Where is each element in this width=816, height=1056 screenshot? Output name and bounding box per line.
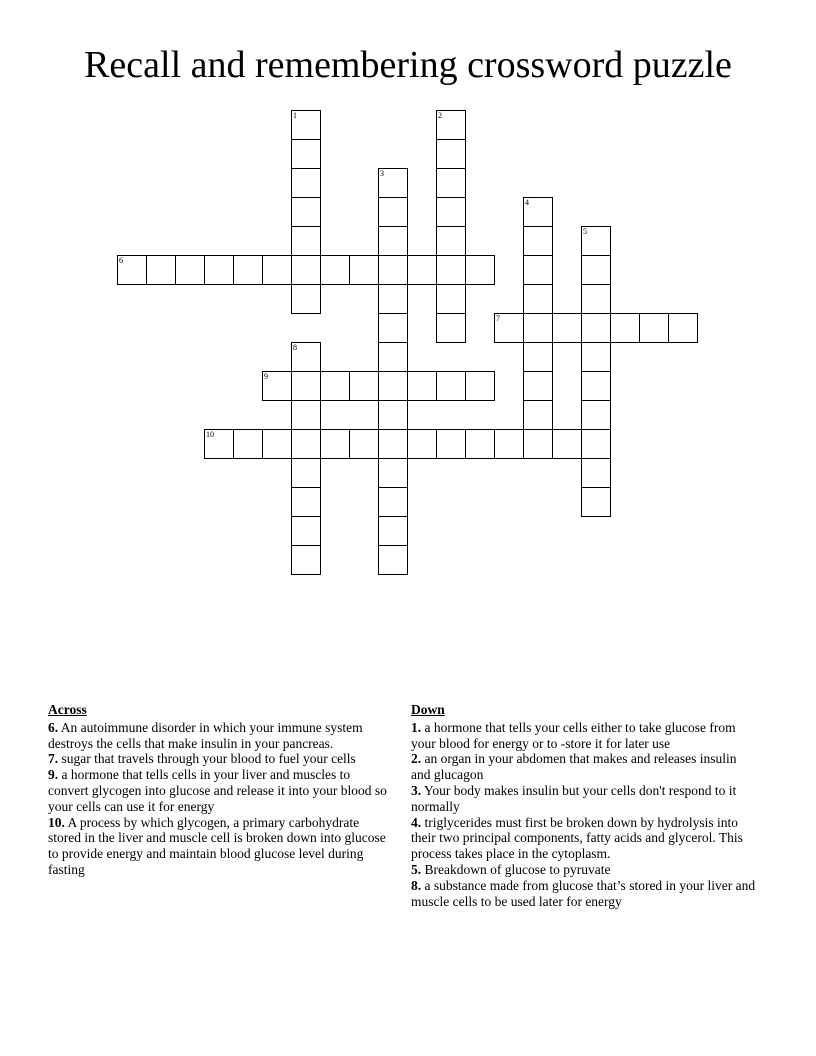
- grid-cell[interactable]: [581, 342, 611, 372]
- clue-number: 6.: [48, 719, 59, 735]
- cell-number: 6: [119, 256, 123, 265]
- cell-number: 3: [380, 169, 384, 178]
- clue-number: 7.: [48, 751, 59, 767]
- grid-cell[interactable]: [523, 371, 553, 401]
- grid-cell[interactable]: [291, 371, 321, 401]
- grid-cell[interactable]: [436, 197, 466, 227]
- grid-cell[interactable]: [349, 255, 379, 285]
- clue-text: triglycerides must first be broken down by hydrolysis into their two principal components, fatty acids and glycerol. This process takes place in the cytoplasm.: [411, 814, 743, 862]
- grid-cell[interactable]: [378, 255, 408, 285]
- grid-cell[interactable]: [581, 371, 611, 401]
- clue-text: a hormone that tells your cells either to take glucose from your blood for energy or to -store it for later use: [411, 719, 736, 751]
- grid-cell[interactable]: [204, 429, 234, 459]
- grid-cell[interactable]: [291, 429, 321, 459]
- grid-cell[interactable]: [610, 313, 640, 343]
- grid-cell[interactable]: [291, 284, 321, 314]
- grid-cell[interactable]: [378, 197, 408, 227]
- grid-cell[interactable]: [407, 429, 437, 459]
- grid-cell[interactable]: [291, 139, 321, 169]
- grid-cell[interactable]: [291, 255, 321, 285]
- grid-cell[interactable]: [407, 371, 437, 401]
- grid-cell[interactable]: [581, 429, 611, 459]
- clue-number: 9.: [48, 767, 59, 783]
- grid-cell[interactable]: [436, 284, 466, 314]
- grid-cell[interactable]: [378, 226, 408, 256]
- grid-cell[interactable]: [291, 487, 321, 517]
- cell-number: 1: [293, 111, 297, 120]
- grid-cell[interactable]: [581, 313, 611, 343]
- grid-cell[interactable]: [349, 429, 379, 459]
- cell-number: 9: [264, 372, 268, 381]
- grid-cell[interactable]: [523, 400, 553, 430]
- grid-cell[interactable]: [436, 313, 466, 343]
- grid-cell[interactable]: [436, 255, 466, 285]
- grid-cell[interactable]: [146, 255, 176, 285]
- clue-text: An autoimmune disorder in which your immune system destroys the cells that make insulin in your pancreas.: [48, 719, 363, 751]
- grid-cell[interactable]: [349, 371, 379, 401]
- grid-cell[interactable]: [291, 342, 321, 372]
- cell-number: 7: [496, 314, 500, 323]
- grid-cell[interactable]: [581, 255, 611, 285]
- grid-cell[interactable]: [523, 197, 553, 227]
- grid-cell[interactable]: [581, 226, 611, 256]
- grid-cell[interactable]: [581, 458, 611, 488]
- grid-cell[interactable]: [436, 110, 466, 140]
- grid-cell[interactable]: [291, 197, 321, 227]
- clue-text: Your body makes insulin but your cells don't respond to it normally: [411, 782, 737, 814]
- grid-cell[interactable]: [378, 284, 408, 314]
- grid-cell[interactable]: [378, 545, 408, 575]
- grid-cell[interactable]: [581, 400, 611, 430]
- clue-text: a hormone that tells cells in your liver and muscles to convert glycogen into glucose and release it into your blood so your cells can use it for energy: [48, 767, 387, 814]
- clue-text: A process by which glycogen, a primary carbohydrate stored in the liver and muscle cell is broken down into glucose to provide energy and maintain blood glucose level during fasting: [48, 814, 386, 877]
- grid-cell[interactable]: [407, 255, 437, 285]
- grid-cell[interactable]: [581, 284, 611, 314]
- down-clue: [411, 862, 756, 878]
- clue-text: sugar that travels through your blood to fuel your cells: [58, 751, 356, 767]
- clue-number: 5.: [411, 861, 422, 877]
- clue-number: 8.: [411, 877, 422, 893]
- grid-cell[interactable]: [175, 255, 205, 285]
- grid-cell[interactable]: [378, 342, 408, 372]
- grid-cell[interactable]: [465, 255, 495, 285]
- clue-text: Breakdown of glucose to pyruvate: [421, 861, 611, 877]
- down-clue: [411, 878, 756, 910]
- grid-cell[interactable]: [581, 487, 611, 517]
- grid-cell[interactable]: [378, 516, 408, 546]
- grid-cell[interactable]: [378, 400, 408, 430]
- grid-cell[interactable]: [523, 284, 553, 314]
- clue-number: 1.: [411, 719, 422, 735]
- clue-number: 4.: [411, 814, 422, 830]
- down-clues: [411, 702, 756, 909]
- grid-cell[interactable]: [523, 342, 553, 372]
- grid-cell[interactable]: [378, 168, 408, 198]
- grid-cell[interactable]: [204, 255, 234, 285]
- clue-number: 10.: [48, 814, 65, 830]
- grid-cell[interactable]: [291, 400, 321, 430]
- grid-cell[interactable]: [233, 255, 263, 285]
- grid-cell[interactable]: [320, 371, 350, 401]
- down-heading: Down: [411, 702, 445, 717]
- grid-cell[interactable]: [552, 429, 582, 459]
- across-heading: Across: [48, 702, 87, 717]
- across-clue: [48, 720, 393, 752]
- grid-cell[interactable]: [291, 168, 321, 198]
- down-clue: [411, 720, 756, 752]
- across-clues: [48, 702, 393, 878]
- grid-cell[interactable]: [552, 313, 582, 343]
- grid-cell[interactable]: [320, 429, 350, 459]
- grid-cell[interactable]: [523, 226, 553, 256]
- clue-number: 3.: [411, 782, 422, 798]
- clue-text: an organ in your abdomen that makes and releases insulin and glucagon: [411, 751, 737, 783]
- grid-cell[interactable]: [465, 371, 495, 401]
- cell-number: 8: [293, 343, 297, 352]
- grid-cell[interactable]: [436, 226, 466, 256]
- cell-number: 4: [525, 198, 529, 207]
- grid-cell[interactable]: [436, 139, 466, 169]
- grid-cell[interactable]: [378, 313, 408, 343]
- cell-number: 5: [583, 227, 587, 236]
- grid-cell[interactable]: [291, 458, 321, 488]
- down-clue: [411, 783, 756, 815]
- grid-cell[interactable]: [291, 110, 321, 140]
- grid-cell[interactable]: [378, 487, 408, 517]
- grid-cell[interactable]: [378, 371, 408, 401]
- grid-cell[interactable]: [436, 168, 466, 198]
- grid-cell[interactable]: [291, 226, 321, 256]
- grid-cell[interactable]: [523, 429, 553, 459]
- down-clue: [411, 815, 756, 862]
- grid-cell[interactable]: [494, 313, 524, 343]
- grid-cell[interactable]: [378, 458, 408, 488]
- grid-cell[interactable]: [523, 313, 553, 343]
- grid-cell[interactable]: [668, 313, 698, 343]
- grid-cell[interactable]: [291, 516, 321, 546]
- grid-cell[interactable]: [320, 255, 350, 285]
- clue-number: 2.: [411, 751, 422, 767]
- grid-cell[interactable]: [436, 429, 466, 459]
- grid-cell[interactable]: [639, 313, 669, 343]
- grid-cell[interactable]: [117, 255, 147, 285]
- grid-cell[interactable]: [262, 255, 292, 285]
- grid-cell[interactable]: [436, 371, 466, 401]
- across-clue: [48, 751, 393, 767]
- clue-text: a substance made from glucose that’s stored in your liver and muscle cells to be used later for energy: [411, 877, 756, 909]
- cell-number: 10: [206, 430, 214, 439]
- down-clue: [411, 751, 756, 783]
- grid-cell[interactable]: [291, 545, 321, 575]
- page-title: Recall and remembering crossword puzzle: [84, 44, 732, 86]
- grid-cell[interactable]: [523, 255, 553, 285]
- across-clue: [48, 767, 393, 814]
- grid-cell[interactable]: [494, 429, 524, 459]
- grid-cell[interactable]: [233, 429, 263, 459]
- grid-cell[interactable]: [262, 429, 292, 459]
- grid-cell[interactable]: [262, 371, 292, 401]
- grid-cell[interactable]: [378, 429, 408, 459]
- grid-cell[interactable]: [465, 429, 495, 459]
- across-clue: [48, 815, 393, 878]
- cell-number: 2: [438, 111, 442, 120]
